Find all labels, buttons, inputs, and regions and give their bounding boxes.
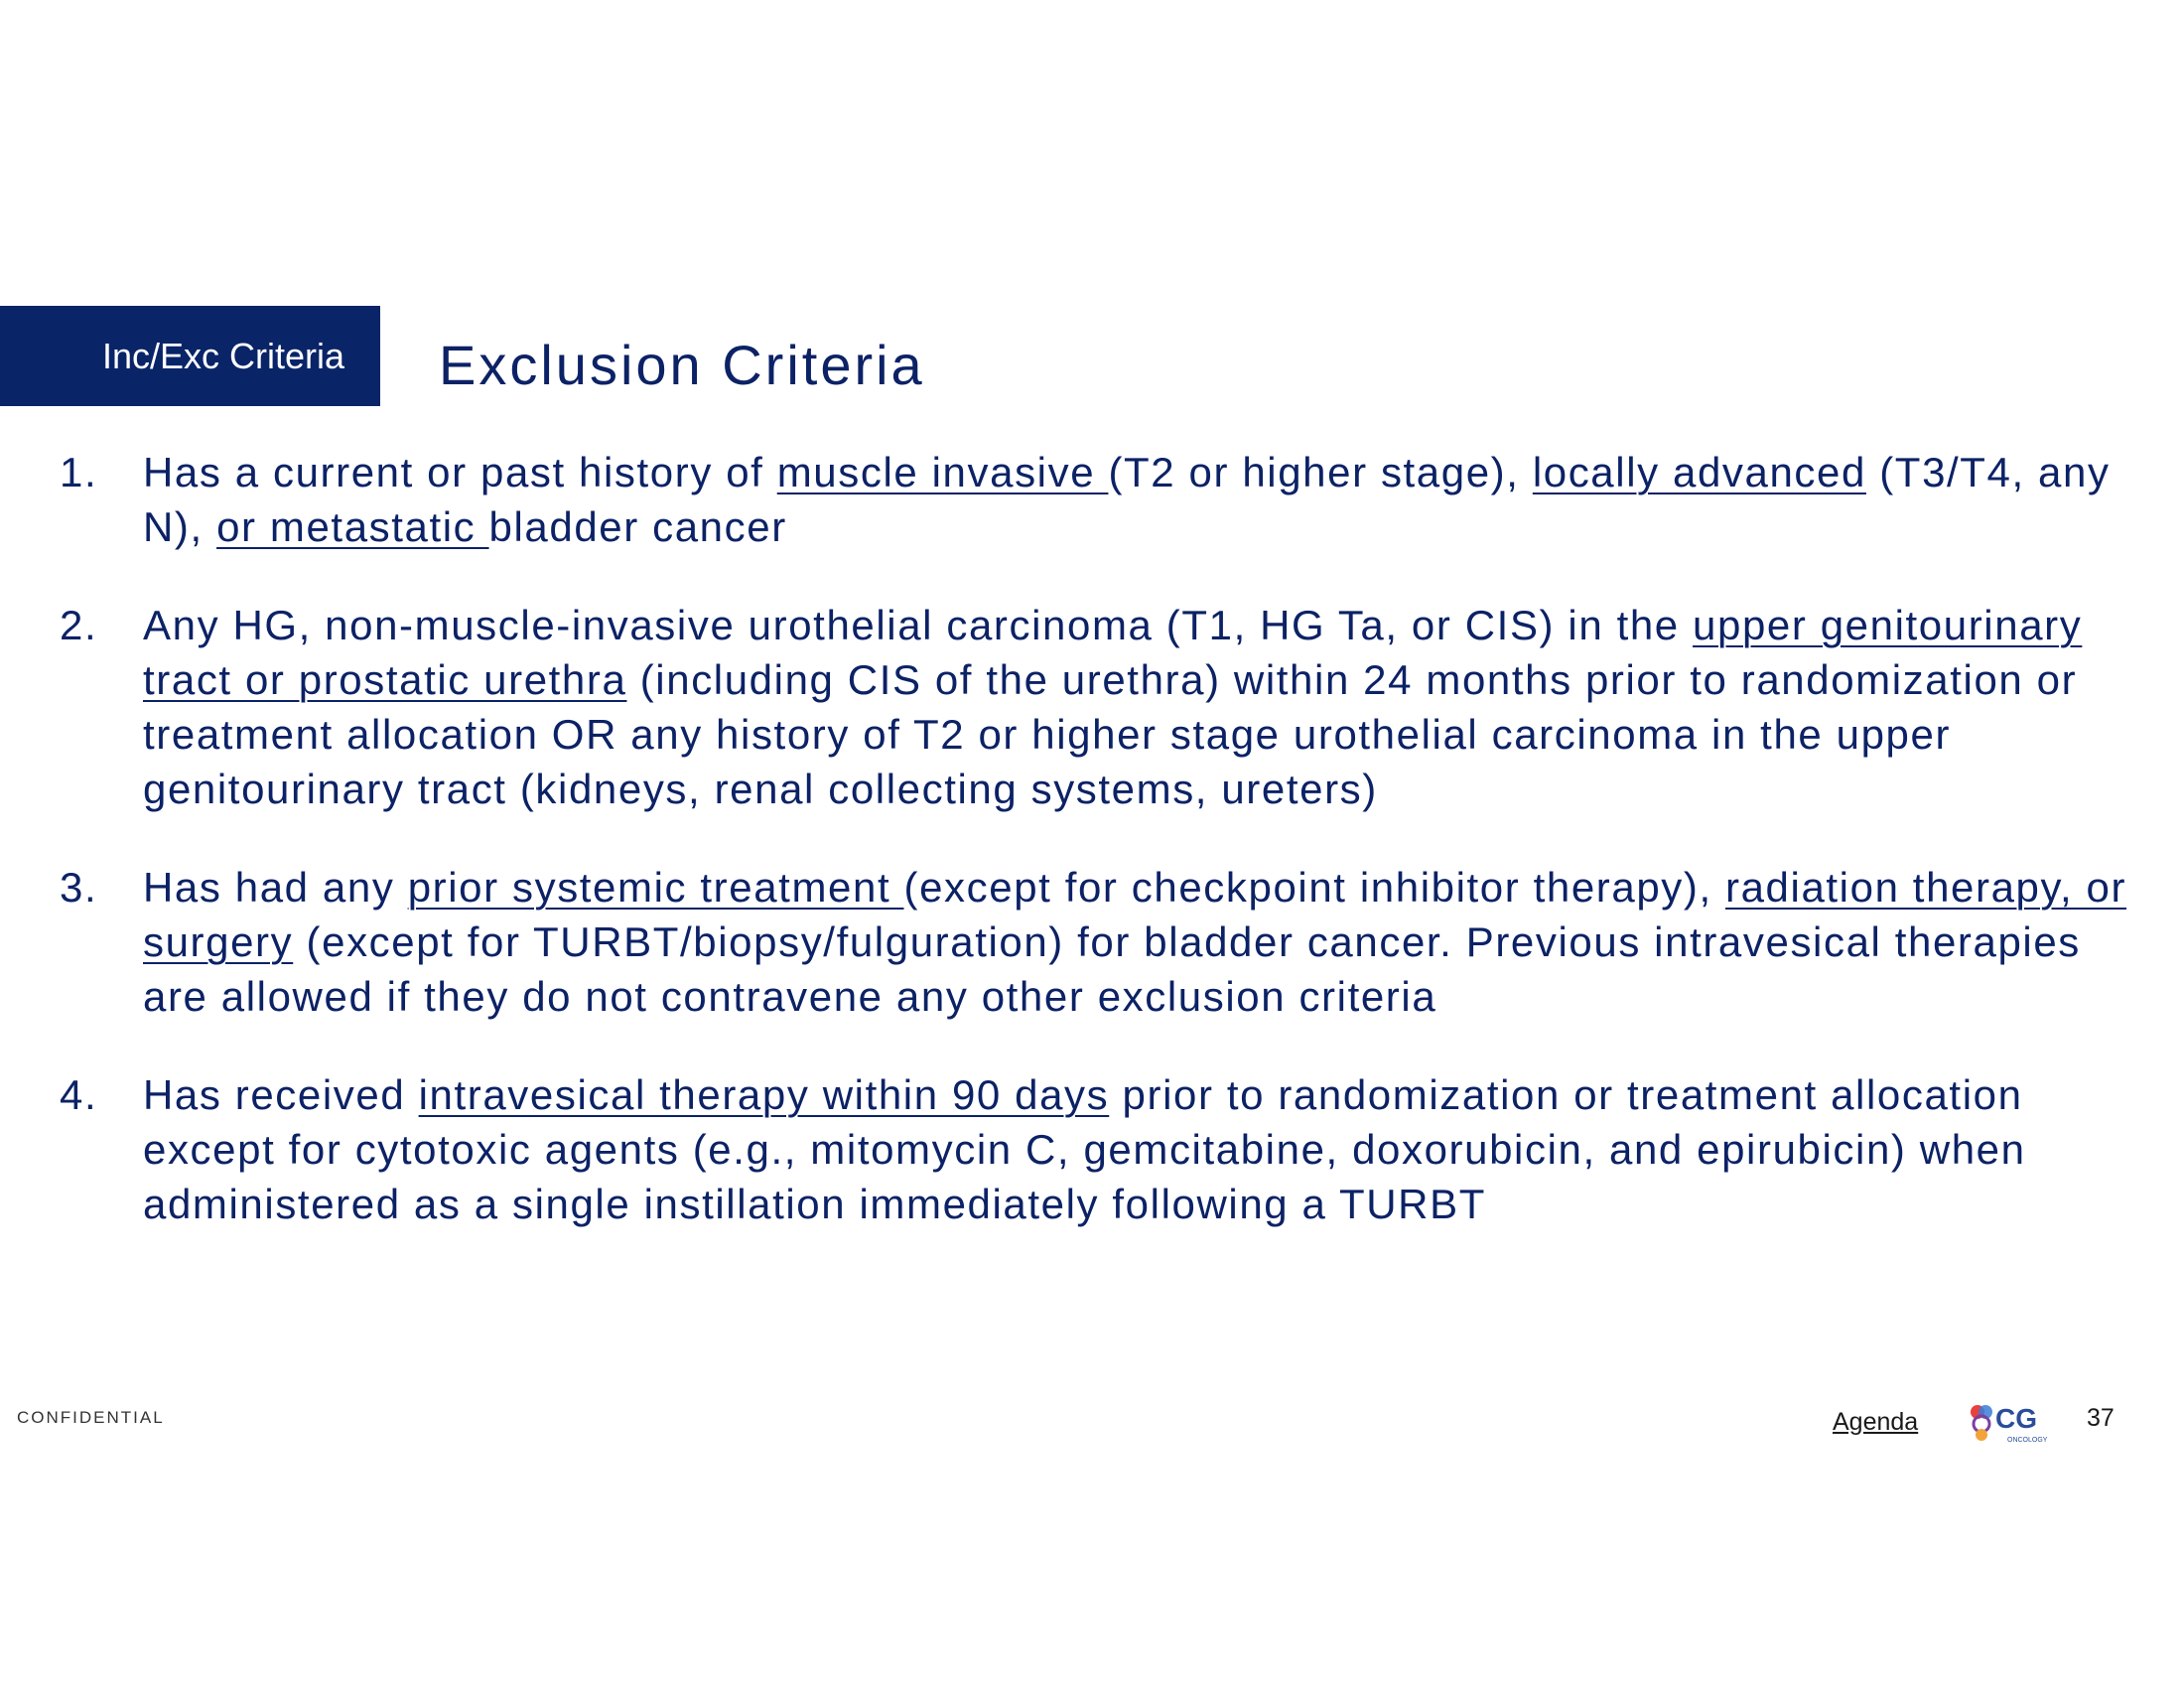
underlined-term: intravesical therapy within 90 days — [418, 1071, 1110, 1118]
criteria-text — [143, 1067, 2154, 1231]
criteria-item — [60, 598, 2154, 816]
criteria-number: 1. — [60, 449, 98, 495]
criteria-text-segment: (T2 or higher stage), — [1108, 449, 1533, 495]
underlined-term: or metastatic — [216, 503, 489, 550]
criteria-number: 2. — [60, 602, 98, 648]
underlined-term: upper genitourinary tract or prostatic urethra — [143, 602, 2083, 703]
underlined-term: locally advanced — [1532, 449, 1866, 495]
logo-subtext: ONCOLOGY — [2007, 1437, 2048, 1444]
section-tab-label: Inc/Exc Criteria — [101, 335, 344, 376]
criteria-number: 3. — [60, 864, 98, 911]
criteria-text-segment: Has had any — [143, 864, 408, 911]
criteria-text-segment: Any HG, non-muscle-invasive urothelial carcinoma (T1, HG Ta, or CIS) in the — [143, 602, 1694, 648]
criteria-item — [60, 1067, 2154, 1231]
section-tab — [0, 306, 380, 406]
underlined-term: prior systemic treatment — [407, 864, 904, 911]
criteria-text-segment: (except for TURBT/biopsy/fulguration) for bladder cancer. Previous intravesical therapies are allowed if they do not contravene any other exclusion criteria — [143, 918, 2081, 1020]
logo-text: CG — [1995, 1403, 2037, 1434]
criteria-number: 4. — [60, 1071, 98, 1118]
cg-oncology-logo — [1968, 1398, 2063, 1446]
confidential-label: CONFIDENTIAL — [17, 1408, 165, 1427]
criteria-text — [143, 860, 2154, 1024]
criteria-item — [60, 860, 2154, 1024]
criteria-text-segment: (except for checkpoint inhibitor therapy), — [903, 864, 1726, 911]
criteria-text-segment: prior to randomization or treatment allocation except for cytotoxic agents (e.g., mitomycin C, gemcitabine, doxorubicin, and epirubicin) when administered as a single instillation immediately following a TURBT — [143, 1071, 2026, 1227]
underlined-term: muscle invasive — [776, 449, 1109, 495]
criteria-text — [143, 445, 2154, 554]
criteria-item — [60, 445, 2154, 554]
criteria-text-segment: (T3/T4, any N), — [143, 449, 2111, 550]
criteria-text — [143, 598, 2154, 816]
criteria-text-segment: Has received — [143, 1071, 419, 1118]
criteria-text-segment: bladder cancer — [488, 503, 787, 550]
page-number: 37 — [2087, 1404, 2115, 1432]
page-title: Exclusion Criteria — [439, 334, 925, 396]
criteria-text-segment: Has a current or past history of — [143, 449, 777, 495]
criteria-text-segment: (including CIS of the urethra) within 24 months prior to randomization or treatment allocation OR any history of T2 or higher stage urothelial carcinoma in the upper genitourinary tract (kidneys, renal collecting systems, ureters) — [143, 656, 2078, 812]
underlined-term: radiation therapy, or surgery — [143, 864, 2127, 965]
exclusion-criteria-list — [60, 445, 2154, 1275]
agenda-link[interactable]: Agenda — [1833, 1408, 1919, 1436]
